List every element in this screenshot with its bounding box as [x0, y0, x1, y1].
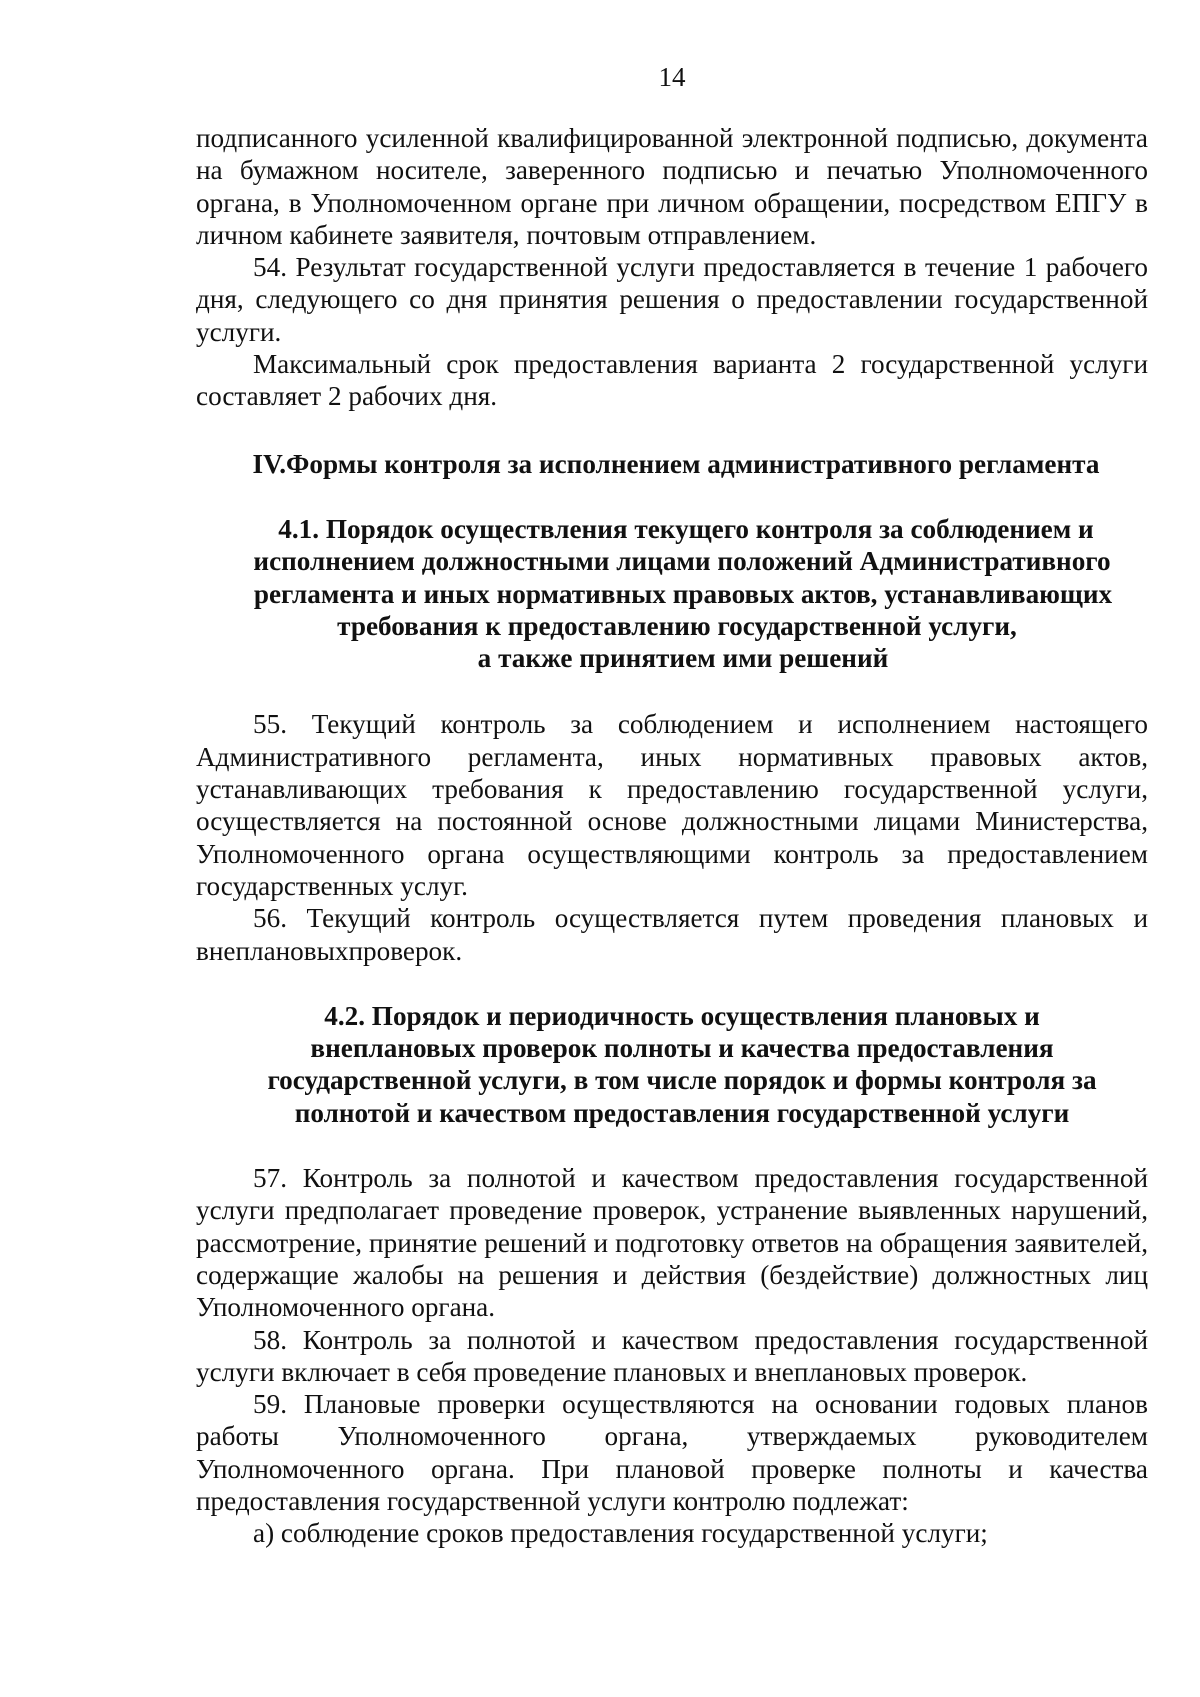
heading-line: регламента и иных нормативных правовых актов, устанавливающих — [253, 578, 1113, 609]
paragraph-max-term: Максимальный срок предоставления варианта 2 государственной услуги составляет 2 рабочих дня. — [196, 349, 1148, 412]
subsection-heading-4-2 — [196, 1000, 1148, 1129]
heading-line: исполнением должностными лицами положений Административного — [253, 546, 1111, 577]
spacer — [196, 1129, 1148, 1162]
heading-line: внеплановых проверок полноты и качества предоставления — [310, 1033, 1054, 1064]
heading-line: 4.1. Порядок осуществления текущего контроля за соблюдением и — [278, 513, 1094, 544]
paragraph-58: 58. Контроль за полнотой и качеством предоставления государственной услуги включает в себя проведение плановых и внеплановых проверок. — [196, 1324, 1148, 1387]
document-body — [196, 122, 1148, 1550]
subsection-heading-4-1 — [196, 513, 1148, 674]
heading-line: 4.2. Порядок и периодичность осуществления плановых и — [324, 1000, 1040, 1031]
spacer — [196, 674, 1148, 708]
paragraph-56: 56. Текущий контроль осуществляется путем проведения плановых и внеплановыхпроверок. — [196, 903, 1148, 966]
heading-line: государственной услуги, в том числе порядок и формы контроля за — [267, 1065, 1097, 1096]
paragraph-55: 55. Текущий контроль за соблюдением и исполнением настоящего Административного регламента, иных нормативных правовых актов, устанавливающих требования к предоставлению государственной услуги, осуществляется на постоянной основе должностными лицами Министерства, Уполномоченного органа осуществляющими контроль за предоставлением государственных услуг. — [196, 709, 1148, 901]
page-number: 14 — [658, 62, 686, 92]
spacer — [196, 480, 1148, 513]
heading-line: требования к предоставлению государственной услуги, — [337, 610, 1017, 641]
heading-line: а также принятием ими решений — [477, 643, 889, 674]
paragraph-54: 54. Результат государственной услуги предоставляется в течение 1 рабочего дня, следующего со дня принятия решения о предоставлении государственной услуги. — [196, 252, 1148, 347]
spacer — [196, 967, 1148, 1000]
paragraph-59-item-a: а) соблюдение сроков предоставления государственной услуги; — [253, 1518, 988, 1549]
paragraph-57: 57. Контроль за полнотой и качеством предоставления государственной услуги предполагает проведение проверок, устранение выявленных нарушений, рассмотрение, принятие решений и подготовку ответов на обращения заявителей, содержащие жалобы на решения и действия (бездействие) должностных лиц Уполномоченного органа. — [196, 1163, 1148, 1323]
section-heading-iv: IV.Формы контроля за исполнением административного регламента — [252, 448, 1100, 479]
paragraph-59: 59. Плановые проверки осуществляются на основании годовых планов работы Уполномоченного органа, утверждаемых руководителем Уполномоченного органа. При плановой проверке полноты и качества предоставления государственной услуги контролю подлежат: — [196, 1389, 1148, 1516]
heading-line: полнотой и качеством предоставления государственной услуги — [294, 1097, 1070, 1128]
spacer — [196, 413, 1148, 448]
paragraph-continuation: подписанного усиленной квалифицированной электронной подписью, документа на бумажном носителе, заверенного подписью и печатью Уполномоченного органа, в Уполномоченном органе при личном обращении, посредством ЕПГУ в личном кабинете заявителя, почтовым отправлением. — [196, 123, 1148, 250]
